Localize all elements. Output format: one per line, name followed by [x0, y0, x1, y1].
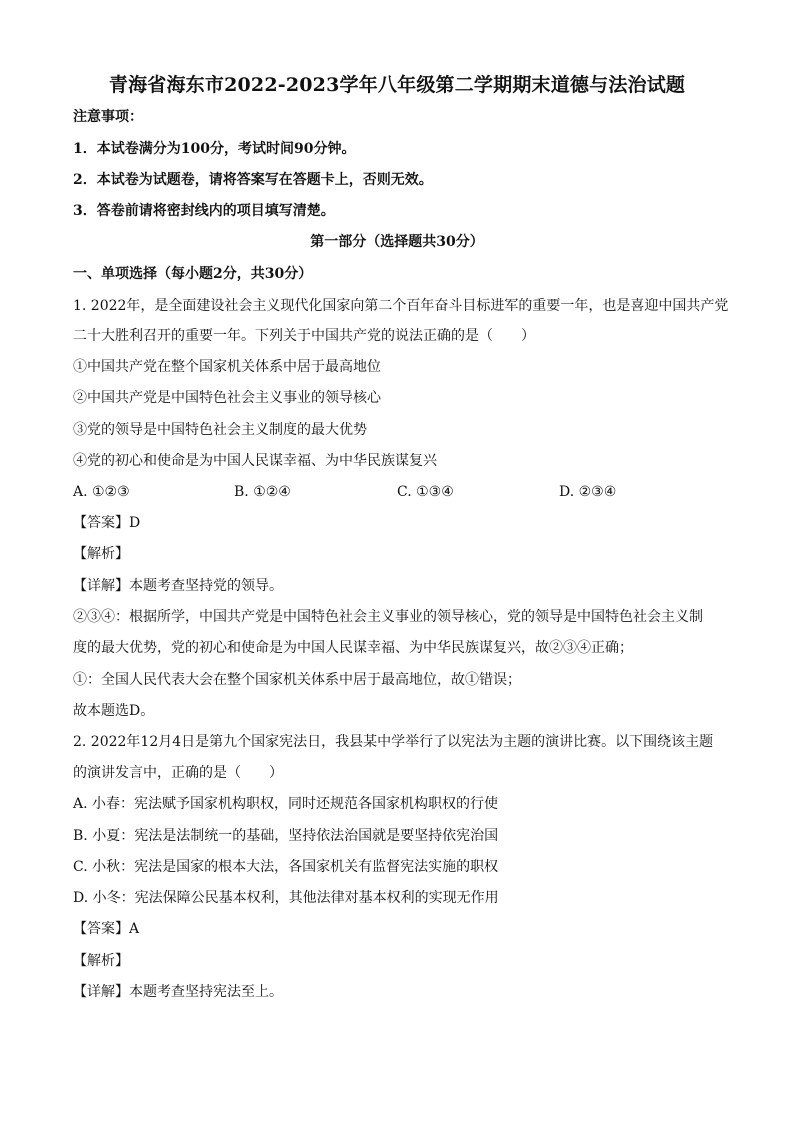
q2-detail: 【详解】本题考查坚持宪法至上。 — [73, 984, 283, 1000]
q1-option-a: A. ①②③ — [73, 484, 130, 500]
q1-option-c: C. ①③④ — [397, 484, 454, 500]
notice-item-3: 3．答卷前请将密封线内的项目填写清楚。 — [73, 203, 335, 219]
q1-stem-line-1: 1. 2022年，是全面建设社会主义现代化国家向第二个百年奋斗目标进军的重要一年，也是喜迎中国共产党 — [73, 298, 729, 314]
q2-answer: 【答案】A — [73, 921, 140, 937]
q1-option-d: D. ②③④ — [559, 484, 617, 500]
q2-option-b: B. 小夏：宪法是法制统一的基础，坚持依法治国就是要坚持依宪治国 — [73, 828, 499, 844]
q2-stem-line-2: 的演讲发言中，正确的是（ ） — [73, 765, 283, 781]
q1-explain-line-1: ②③④：根据所学，中国共产党是中国特色社会主义事业的领导核心，党的领导是中国特色社会主义制 — [73, 609, 703, 625]
q1-statement-4: ④党的初心和使命是为中国人民谋幸福、为中华民族谋复兴 — [73, 453, 437, 469]
notice-item-2: 2．本试卷为试题卷，请将答案写在答题卡上，否则无效。 — [73, 172, 433, 188]
q1-options — [73, 482, 723, 502]
q1-stem-line-2: 二十大胜利召开的重要一年。下列关于中国共产党的说法正确的是（ ） — [73, 328, 535, 344]
page-title: 青海省海东市2022-2023学年八年级第二学期期末道德与法治试题 — [108, 74, 686, 96]
q2-option-a: A. 小春：宪法赋予国家机构职权，同时还规范各国家机构职权的行使 — [73, 796, 499, 812]
section-heading: 一、单项选择（每小题2分，共30分） — [73, 266, 313, 282]
notice-item-1: 1．本试卷满分为100分，考试时间90分钟。 — [73, 141, 356, 157]
q2-option-d: D. 小冬：宪法保障公民基本权利，其他法律对基本权利的实现无作用 — [73, 890, 499, 906]
q1-statement-3: ③党的领导是中国特色社会主义制度的最大优势 — [73, 422, 367, 438]
notice-heading: 注意事项： — [73, 109, 143, 125]
part-one-heading: 第一部分（选择题共30分） — [310, 234, 484, 250]
q1-detail: 【详解】本题考查坚持党的领导。 — [73, 578, 283, 594]
q1-statement-2: ②中国共产党是中国特色社会主义事业的领导核心 — [73, 390, 381, 406]
q2-option-c: C. 小秋：宪法是国家的根本大法，各国家机关有监督宪法实施的职权 — [73, 859, 499, 875]
q2-stem-line-1: 2. 2022年12月4日是第九个国家宪法日，我县某中学举行了以宪法为主题的演讲比赛。以下围绕该主题 — [73, 734, 714, 750]
q1-explain-line-3: ①：全国人民代表大会在整个国家机关体系中居于最高地位，故①错误； — [73, 672, 521, 688]
q1-option-b: B. ①②④ — [234, 484, 291, 500]
q1-statement-1: ①中国共产党在整个国家机关体系中居于最高地位 — [73, 359, 381, 375]
q2-analysis-label: 【解析】 — [73, 953, 129, 969]
q1-explain-line-2: 度的最大优势，党的初心和使命是为中国人民谋幸福、为中华民族谋复兴，故②③④正确； — [73, 640, 633, 656]
q1-answer: 【答案】D — [73, 515, 141, 531]
q1-analysis-label: 【解析】 — [73, 546, 129, 562]
q1-conclusion: 故本题选D。 — [73, 703, 155, 719]
